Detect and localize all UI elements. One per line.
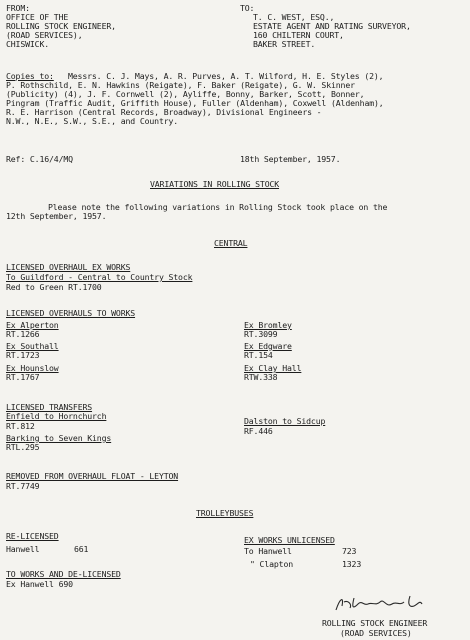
overhaul-ex-works-sub: To Guildford - Central to Country Stock bbox=[6, 272, 193, 282]
relicensed-number: 661 bbox=[74, 544, 89, 554]
copies-line: Pingram (Traffic Audit, Griffith House), Fuller (Aldenham), Coxwell (Aldenham), bbox=[6, 98, 384, 108]
transfer-route: Barking to Seven Kings bbox=[6, 433, 112, 443]
signature-title-line: ROLLING STOCK ENGINEER bbox=[322, 618, 428, 628]
works-right-place: Ex Clay Hall bbox=[244, 363, 302, 373]
works-left-vehicle: RT.1723 bbox=[6, 350, 40, 360]
to-line: T. C. WEST, ESQ., bbox=[253, 12, 335, 22]
overhaul-ex-works-heading: LICENSED OVERHAUL EX WORKS bbox=[6, 262, 131, 272]
from-line: CHISWICK. bbox=[6, 39, 50, 49]
works-left-vehicle: RT.1266 bbox=[6, 329, 40, 339]
overhauls-to-works-heading: LICENSED OVERHAULS TO WORKS bbox=[6, 308, 136, 318]
removed-vehicle: RT.7749 bbox=[6, 481, 40, 491]
to-line: ESTATE AGENT AND RATING SURVEYOR, bbox=[253, 21, 411, 31]
intro-line: 12th September, 1957. bbox=[6, 211, 107, 221]
ex-works-row-label: To Hanwell bbox=[244, 546, 292, 556]
from-line: (ROAD SERVICES), bbox=[6, 30, 83, 40]
transfer-vehicle: RT.812 bbox=[6, 421, 35, 431]
copies-line: (Publicity) (4), J. F. Cornwell (2), Ayliffe, Bonny, Barker, Scott, Bonner, bbox=[6, 89, 365, 99]
transfer-route: Enfield to Hornchurch bbox=[6, 411, 107, 421]
overhaul-ex-works-line: Red to Green RT.1700 bbox=[6, 282, 102, 292]
reference: Ref: C.16/4/MQ bbox=[6, 154, 73, 164]
ex-works-row-number: 1323 bbox=[342, 559, 362, 569]
transfer-vehicle: RTL.295 bbox=[6, 442, 40, 452]
works-left-place: Ex Southall bbox=[6, 341, 59, 351]
relicensed-depot: Hanwell bbox=[6, 544, 40, 554]
transfer-vehicle: RF.446 bbox=[244, 426, 273, 436]
trolleybuses-heading: TROLLEYBUSES bbox=[196, 508, 254, 518]
document-title: VARIATIONS IN ROLLING STOCK bbox=[150, 179, 280, 189]
copies-label: Copies to: bbox=[6, 71, 54, 81]
works-right-vehicle: RTW.338 bbox=[244, 372, 278, 382]
from-line: ROLLING STOCK ENGINEER, bbox=[6, 21, 116, 31]
works-left-vehicle: RT.1767 bbox=[6, 372, 40, 382]
works-right-vehicle: RT.154 bbox=[244, 350, 273, 360]
central-heading: CENTRAL bbox=[214, 238, 248, 248]
to-line: BAKER STREET. bbox=[253, 39, 316, 49]
handwritten-signature-icon bbox=[330, 592, 430, 614]
to-works-delicensed-line: Ex Hanwell 690 bbox=[6, 579, 73, 589]
ex-works-unlicensed-heading: EX WORKS UNLICENSED bbox=[244, 535, 335, 545]
transfers-heading: LICENSED TRANSFERS bbox=[6, 402, 93, 412]
ex-works-row-label: " Clapton bbox=[250, 559, 294, 569]
works-right-place: Ex Edgware bbox=[244, 341, 292, 351]
works-right-place: Ex Bromley bbox=[244, 320, 292, 330]
to-line: 160 CHILTERN COURT, bbox=[253, 30, 344, 40]
works-left-place: Ex Alperton bbox=[6, 320, 59, 330]
copies-line: Messrs. C. J. Mays, A. R. Purves, A. T. Wilford, H. E. Styles (2), bbox=[68, 71, 384, 81]
date: 18th September, 1957. bbox=[240, 154, 341, 164]
copies-line: R. E. Harrison (Central Records, Broadway), Divisional Engineers - bbox=[6, 107, 322, 117]
to-label: TO: bbox=[240, 3, 255, 13]
relicensed-heading: RE-LICENSED bbox=[6, 531, 59, 541]
intro-line: Please note the following variations in Rolling Stock took place on the bbox=[48, 202, 388, 212]
from-line: OFFICE OF THE bbox=[6, 12, 69, 22]
removed-heading: REMOVED FROM OVERHAUL FLOAT - LEYTON bbox=[6, 471, 179, 481]
ex-works-row-number: 723 bbox=[342, 546, 357, 556]
works-right-vehicle: RT.3099 bbox=[244, 329, 278, 339]
transfer-route: Dalston to Sidcup bbox=[244, 416, 326, 426]
to-works-delicensed-heading: TO WORKS AND DE-LICENSED bbox=[6, 569, 121, 579]
signature-title-line: (ROAD SERVICES) bbox=[340, 628, 412, 638]
copies-line: P. Rothschild, E. N. Hawkins (Reigate), F. Baker (Reigate), G. W. Skinner bbox=[6, 80, 355, 90]
works-left-place: Ex Hounslow bbox=[6, 363, 59, 373]
copies-line: N.W., N.E., S.W., S.E., and Country. bbox=[6, 116, 179, 126]
from-label: FROM: bbox=[6, 3, 30, 13]
